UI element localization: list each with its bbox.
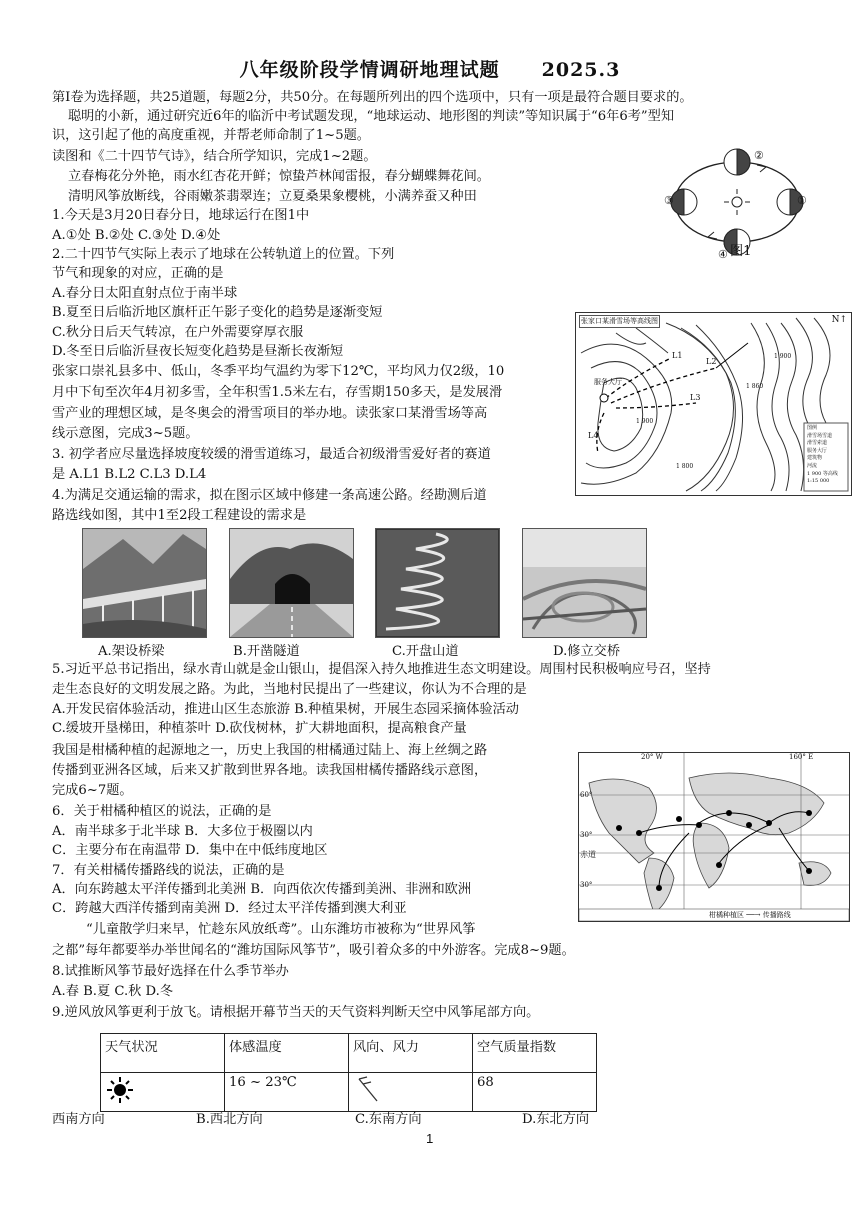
contour-label: 1 800 (676, 463, 694, 470)
table-row (101, 1073, 597, 1112)
exam-title: 八年级阶段学情调研地理试题 (239, 59, 500, 81)
orbit-marker-2: ② (754, 149, 764, 162)
q4-option-b: B.开凿隧道 (233, 644, 300, 659)
question-8-options: A.春 B.夏 C.秋 D.冬 (52, 984, 174, 999)
question-7: 7．有关柑橘传播路线的说法，正确的是 (52, 863, 285, 878)
header-wind: 风向、风力 (349, 1034, 473, 1073)
question-2-option-c: C.秋分日后天气转凉，在户外需要穿厚衣服 (52, 325, 304, 340)
intro-line: 聪明的小新，通过研究近6年的临沂中考试题发现，“地球运动、地形图的判读”等知识属于“6年6考”型知 (68, 109, 675, 124)
route-label-l1: L1 (672, 351, 683, 360)
question-8: 8.试推断风筝节最好选择在什么季节举办 (52, 964, 289, 979)
orbit-marker-3: ③ (664, 194, 674, 207)
route-label-l4: L4 (588, 431, 599, 440)
lat-label-30s: 30° (580, 881, 593, 889)
page-number: 1 (426, 1131, 434, 1146)
contour-map-title: 张家口某滑雪场等高线图 (579, 315, 660, 328)
header-temp: 体感温度 (225, 1034, 349, 1073)
lat-label-60: 60° (580, 791, 593, 799)
q9-option-a: 西南方向 (52, 1112, 105, 1127)
question-3: 3. 初学者应尽量选择坡度较缓的滑雪道练习，最适合初级滑雪爱好者的赛道 (52, 447, 491, 462)
wind-barb-icon (349, 1073, 473, 1112)
question-2: 2.二十四节气实际上表示了地球在公转轨道上的位置。下列 (52, 247, 395, 262)
question-prompt: 读图和《二十四节气诗》，结合所学知识，完成1~2题。 (52, 149, 377, 164)
q9-option-c: C.东南方向 (355, 1112, 422, 1127)
poem-line: 立春梅花分外艳，雨水红杏花开鲜；惊蛰芦林闻雷报，春分蝴蝶舞花间。 (68, 169, 490, 184)
legend-item: 河流 (807, 462, 818, 469)
tunnel-photo (229, 528, 354, 638)
question-4: 路选线如图，其中1至2段工程建设的需求是 (52, 508, 307, 523)
contour-label: 1 860 (746, 383, 764, 390)
question-3-options: 是 A.L1 B.L2 C.L3 D.L4 (52, 467, 207, 482)
page-title (0, 55, 860, 82)
question-1-options: A.①处 B.②处 C.③处 D.④处 (52, 228, 221, 243)
exam-date: 2025.3 (541, 59, 621, 81)
sun-icon (101, 1073, 225, 1112)
lon-label-160e: 160° E (789, 753, 814, 761)
header-weather: 天气状况 (101, 1034, 225, 1073)
figure-1-caption: 图1 (730, 244, 752, 259)
passage-line: 张家口崇礼县多中、低山，冬季平均气温约为零下12℃，平均风力仅2级，10 (52, 364, 505, 379)
contour-label: 1 900 (636, 418, 654, 425)
passage-line: “儿童散学归来早，忙趁东风放纸鸢”。山东潍坊市被称为“世界风筝 (86, 922, 476, 937)
citrus-world-map (578, 752, 850, 922)
passage-line: 我国是柑橘种植的起源地之一，历史上我国的柑橘通过陆上、海上丝绸之路 (52, 743, 488, 758)
passage-line: 传播到亚洲各区域，后来又扩散到世界各地。读我国柑橘传播路线示意图， (52, 763, 488, 778)
header-aqi: 空气质量指数 (473, 1034, 597, 1073)
weather-table (100, 1033, 597, 1112)
legend-item: 滑雪场雪道 (807, 432, 833, 439)
question-2-option-d: D.冬至日后临沂昼夜长短变化趋势是昼渐长夜渐短 (52, 344, 344, 359)
question-7-options-cd: C．跨越大西洋传播到南美洲 D．经过太平洋传播到澳大利亚 (52, 901, 407, 916)
service-hall-label: 服务大厅 (594, 378, 622, 386)
q4-option-a: A.架设桥梁 (98, 644, 165, 659)
route-label-l3: L3 (690, 393, 701, 402)
q4-option-d: D.修立交桥 (553, 644, 621, 659)
passage-line: 月中下旬至次年4月初多雪，全年积雪1.5米左右，存雪期150多天，是发展滑 (52, 385, 503, 400)
question-5-options-cd: C.缓坡开垦梯田，种植茶叶 D.砍伐树林，扩大耕地面积，提高粮食产量 (52, 721, 467, 736)
question-5: 5.习近平总书记指出，绿水青山就是金山银山，提倡深入持久地推进生态文明建设。周围村民积极响应号召，坚持 (52, 662, 711, 677)
intro-line: 识，这引起了他的高度重视，并帮老师命制了1~5题。 (52, 128, 370, 143)
question-2: 节气和现象的对应，正确的是 (52, 266, 224, 281)
q9-option-d: D.东北方向 (522, 1112, 590, 1127)
aqi-value: 68 (473, 1073, 597, 1112)
question-6: 6．关于柑橘种植区的说法，正确的是 (52, 804, 272, 819)
question-6-options-cd: C．主要分布在南温带 D．集中在中低纬度地区 (52, 843, 328, 858)
bridge-photo (82, 528, 207, 638)
question-2-option-b: B.夏至日后临沂地区旗杆正午影子变化的趋势是逐渐变短 (52, 305, 383, 320)
question-4: 4.为满足交通运输的需求，拟在图示区域中修建一条高速公路。经勘测后道 (52, 488, 487, 503)
question-5-options-ab: A.开发民宿体验活动，推进山区生态旅游 B.种植果树，开展生态园采摘体验活动 (52, 702, 519, 717)
interchange-photo (522, 528, 647, 638)
lat-label-30n: 30° (580, 831, 593, 839)
question-1: 1.今天是3月20日春分日，地球运行在图1中 (52, 208, 310, 223)
passage-line: 线示意图，完成3~5题。 (52, 426, 199, 441)
poem-line: 清明风筝放断线，谷雨嫩茶翡翠连；立夏桑果象樱桃，小满养蚕又种田 (68, 189, 477, 204)
orbit-marker-1: ① (797, 194, 807, 207)
legend-item: 1:15 000 (807, 478, 830, 485)
question-7-options-ab: A．向东跨越太平洋传播到北美洲 B．向西依次传播到美洲、非洲和欧洲 (52, 882, 472, 897)
contour-map (575, 312, 852, 496)
north-arrow-icon: N↑ (831, 315, 847, 325)
passage-line: 雪产业的理想区域，是冬奥会的滑雪项目的举办地。读张家口某滑雪场等高 (52, 406, 488, 421)
citrus-map-legend: 柑橘种植区 ──→ 传播路线 (709, 911, 791, 919)
passage-line: 完成6~7题。 (52, 783, 133, 798)
question-9: 9.逆风放风筝更利于放飞。请根据开幕节当天的天气资料判断天空中风筝尾部方向。 (52, 1005, 540, 1020)
legend-item: 滑雪索道 (807, 440, 828, 447)
legend-item: 服务大厅 (807, 447, 828, 454)
route-label-l2: L2 (706, 357, 717, 366)
q4-option-c: C.开盘山道 (392, 644, 459, 659)
legend-item: 图例 (807, 425, 818, 431)
q9-option-b: B.西北方向 (196, 1112, 263, 1127)
question-5: 走生态良好的文明发展之路。为此，当地村民提出了一些建议，你认为不合理的是 (52, 682, 527, 697)
question-6-options-ab: A．南半球多于北半球 B．大多位于极圈以内 (52, 824, 313, 839)
mountain-road-photo (375, 528, 500, 638)
lon-label-20w: 20° W (641, 753, 663, 761)
table-header-row (101, 1034, 597, 1073)
legend-item: 1 900 等高线 (807, 470, 838, 477)
contour-label: 1 900 (774, 353, 792, 360)
orbit-marker-4: ④ (718, 248, 728, 261)
legend-item: 建筑物 (807, 455, 823, 462)
temp-value: 16 ~ 23℃ (225, 1073, 349, 1112)
passage-line: 之都”每年都要举办举世闻名的“潍坊国际风筝节”，吸引着众多的中外游客。完成8~9题。 (52, 943, 575, 958)
contour-map-legend (807, 425, 847, 486)
instructions-line: 第Ⅰ卷为选择题，共25道题，每题2分，共50分。在每题所列出的四个选项中，只有一项是最符合题目要求的。 (52, 90, 693, 105)
question-2-option-a: A.春分日太阳直射点位于南半球 (52, 286, 238, 301)
equator-label: 赤道 (580, 850, 596, 859)
